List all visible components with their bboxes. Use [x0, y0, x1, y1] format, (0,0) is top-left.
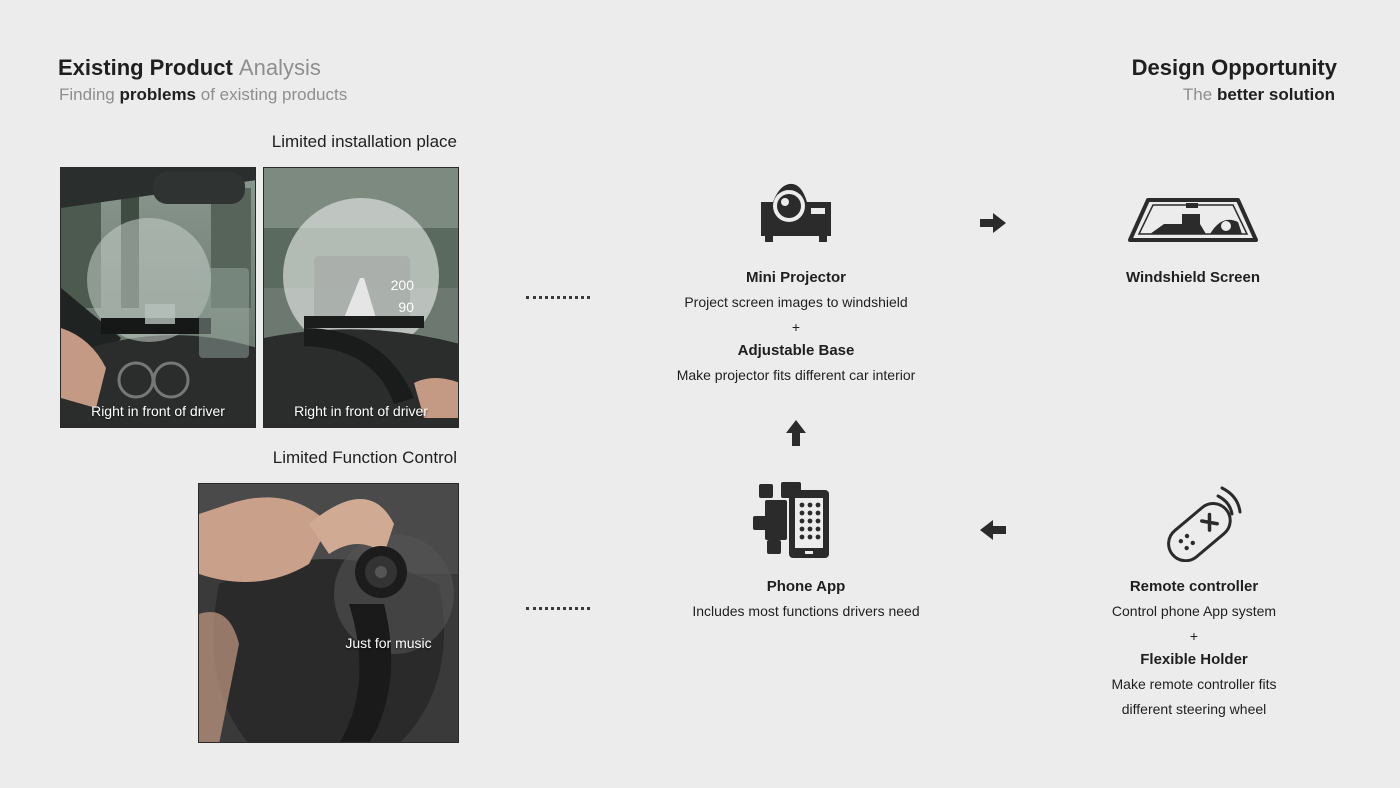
steering-remote-image [199, 484, 459, 743]
plus-sign: + [791, 319, 801, 335]
node-name: Mini Projector [745, 269, 846, 286]
section-title-existing-analysis [58, 55, 321, 81]
remote-controller-icon [1162, 482, 1244, 562]
title-light: Analysis [238, 55, 321, 80]
node-name-2: Adjustable Base [737, 342, 855, 359]
node-name: Phone App [766, 578, 846, 595]
node-desc: Project screen images to windshield [684, 294, 908, 310]
subtitle-bold: problems [119, 85, 197, 104]
remote-controller-node [1044, 575, 1344, 722]
node-name: Windshield Screen [1125, 269, 1261, 286]
subtitle-post: of existing products [200, 85, 348, 104]
subtitle-pre: Finding [59, 85, 115, 104]
subtitle-pre: The [1182, 85, 1213, 104]
photo2-caption: Right in front of driver [294, 403, 428, 419]
arrow-up-icon [786, 420, 806, 446]
arrow-left-icon [980, 520, 1006, 540]
installation-label: Limited installation place [271, 132, 457, 151]
photo-steering-remote [198, 483, 459, 743]
node-desc-2b: different steering wheel [1121, 701, 1267, 717]
arrow-right-icon [980, 213, 1006, 233]
projector-icon [757, 182, 835, 244]
photo-hud-dashboard-1 [60, 167, 256, 428]
dotted-connector-top [526, 296, 590, 299]
plus-sign: + [1189, 628, 1199, 644]
node-desc-2: Make projector fits different car interior [676, 367, 916, 383]
car-interior-image [61, 168, 256, 428]
photo1-caption: Right in front of driver [91, 403, 225, 419]
section-subtitle-existing [59, 85, 347, 105]
photo3-caption: Just for music [345, 635, 432, 651]
hud-speed-bottom: 90 [398, 299, 414, 315]
hud-speed-top: 200 [390, 277, 414, 293]
phone-app-icon [753, 482, 831, 560]
node-desc: Includes most functions drivers need [692, 603, 920, 619]
node-name-2: Flexible Holder [1140, 651, 1248, 668]
function-control-label: Limited Function Control [272, 448, 457, 467]
windshield-screen-node [1043, 266, 1343, 290]
section-subtitle-better-solution [1183, 85, 1335, 105]
node-name: Remote controller [1129, 578, 1259, 595]
node-desc-2a: Make remote controller fits [1111, 676, 1277, 692]
dotted-connector-bottom [526, 607, 590, 610]
phone-app-node [606, 575, 1006, 624]
windshield-icon [1126, 196, 1260, 244]
car-interior-hud-image [264, 168, 459, 428]
section-title-design-opportunity: Design Opportunity [1131, 55, 1337, 80]
node-desc: Control phone App system [1111, 603, 1277, 619]
mini-projector-node [596, 266, 996, 388]
photo-hud-dashboard-2 [263, 167, 459, 428]
title-bold: Existing Product [58, 55, 233, 80]
subtitle-bold: better solution [1216, 85, 1335, 104]
